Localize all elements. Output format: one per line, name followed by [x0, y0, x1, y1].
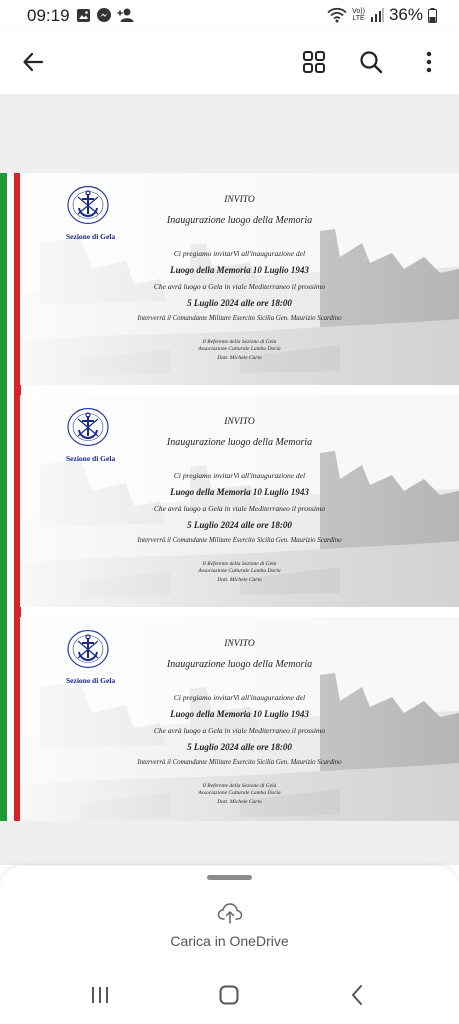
invite-heading: INVITO — [224, 417, 255, 427]
association-logo — [66, 407, 116, 463]
invite-line: Che avrà luogo a Gela in viale Mediterraneo il prossimo — [153, 282, 326, 291]
nav-back-button[interactable] — [337, 980, 377, 1010]
logo-label: Sezione di Gela — [66, 676, 116, 685]
invite-subheading: Inaugurazione luogo della Memoria — [166, 437, 313, 448]
invite-date: 5 Luglio 2024 alle ore 18:00 — [187, 298, 292, 308]
back-arrow-icon — [21, 50, 45, 74]
invite-line: Che avrà luogo a Gela in viale Mediterraneo il prossimo — [153, 726, 326, 735]
status-time: 09:19 — [27, 6, 70, 25]
association-logo — [66, 629, 116, 685]
logo-label: Sezione di Gela — [66, 232, 116, 241]
invite-title: Luogo della Memoria 10 Luglio 1943 — [170, 265, 309, 275]
back-icon — [350, 984, 364, 1006]
sheet-handle[interactable] — [207, 875, 252, 880]
battery-icon — [428, 8, 437, 23]
search-button[interactable] — [353, 44, 389, 80]
app-bar — [0, 30, 459, 94]
status-bar — [0, 0, 459, 30]
invite-date: 5 Luglio 2024 alle ore 18:00 — [187, 520, 292, 530]
signature-line: Dott. Michele Curto — [217, 577, 262, 583]
signature-line: Dott. Michele Curto — [217, 799, 262, 805]
invite-card — [20, 173, 459, 385]
invite-line: Interverrà il Comandante Militare Esercito Sicilia Gen. Maurizio Scardino — [137, 537, 342, 544]
invite-line: Interverrà il Comandante Militare Esercito Sicilia Gen. Maurizio Scardino — [137, 315, 342, 322]
volte-indicator: Vo)) LTE — [352, 8, 365, 22]
signature-line: Associazione Culturale Lamba Doria — [198, 790, 281, 796]
invite-card — [20, 395, 459, 607]
invite-line: Ci pregiamo invitarVi all'inaugurazione del — [173, 471, 306, 480]
signature-line: Il Referente della Sezione di Gela — [202, 783, 277, 789]
invite-line: Ci pregiamo invitarVi all'inaugurazione del — [173, 249, 306, 258]
invite-card — [20, 617, 459, 821]
document-viewer[interactable] — [0, 95, 459, 865]
signature-line: Associazione Culturale Lamba Doria — [198, 346, 281, 352]
home-button[interactable] — [209, 980, 249, 1010]
cloud-upload-icon — [217, 902, 243, 924]
signature-line: Dott. Michele Curto — [217, 355, 262, 361]
recent-apps-button[interactable] — [80, 980, 120, 1010]
invite-line: Interverrà il Comandante Militare Esercito Sicilia Gen. Maurizio Scardino — [137, 759, 342, 766]
messenger-icon — [96, 7, 112, 23]
signature-line: Associazione Culturale Lamba Doria — [198, 568, 281, 574]
back-button[interactable] — [15, 44, 51, 80]
invite-title: Luogo della Memoria 10 Luglio 1943 — [170, 487, 309, 497]
invite-title: Luogo della Memoria 10 Luglio 1943 — [170, 709, 309, 719]
invite-subheading: Inaugurazione luogo della Memoria — [166, 215, 313, 226]
upload-onedrive-button[interactable] — [0, 902, 459, 949]
invite-subheading: Inaugurazione luogo della Memoria — [166, 659, 313, 670]
upload-label: Carica in OneDrive — [170, 933, 289, 949]
search-icon — [359, 50, 383, 74]
bottom-sheet — [0, 866, 459, 966]
gallery-icon — [76, 8, 91, 23]
grid-icon — [302, 50, 326, 74]
add-contact-icon — [117, 7, 135, 23]
association-logo — [66, 185, 116, 241]
invite-heading: INVITO — [224, 195, 255, 205]
battery-percent: 36% — [388, 5, 423, 24]
invite-line: Ci pregiamo invitarVi all'inaugurazione del — [173, 693, 306, 702]
home-icon — [219, 985, 239, 1005]
flag-stripe-green — [0, 173, 7, 821]
invite-date: 5 Luglio 2024 alle ore 18:00 — [187, 742, 292, 752]
recent-apps-icon — [90, 985, 110, 1005]
flag-stripe-white — [7, 173, 14, 821]
invite-line: Che avrà luogo a Gela in viale Mediterraneo il prossimo — [153, 504, 326, 513]
signal-icon — [370, 8, 384, 22]
logo-label: Sezione di Gela — [66, 454, 116, 463]
wifi-icon — [327, 7, 347, 23]
more-vert-icon — [426, 51, 432, 73]
signature-line: Il Referente della Sezione di Gela — [202, 339, 277, 345]
more-options-button[interactable] — [411, 44, 447, 80]
invite-heading: INVITO — [224, 639, 255, 649]
document-page[interactable] — [0, 173, 459, 821]
signature-line: Il Referente della Sezione di Gela — [202, 561, 277, 567]
navigation-bar — [0, 966, 459, 1024]
grid-view-button[interactable] — [296, 44, 332, 80]
